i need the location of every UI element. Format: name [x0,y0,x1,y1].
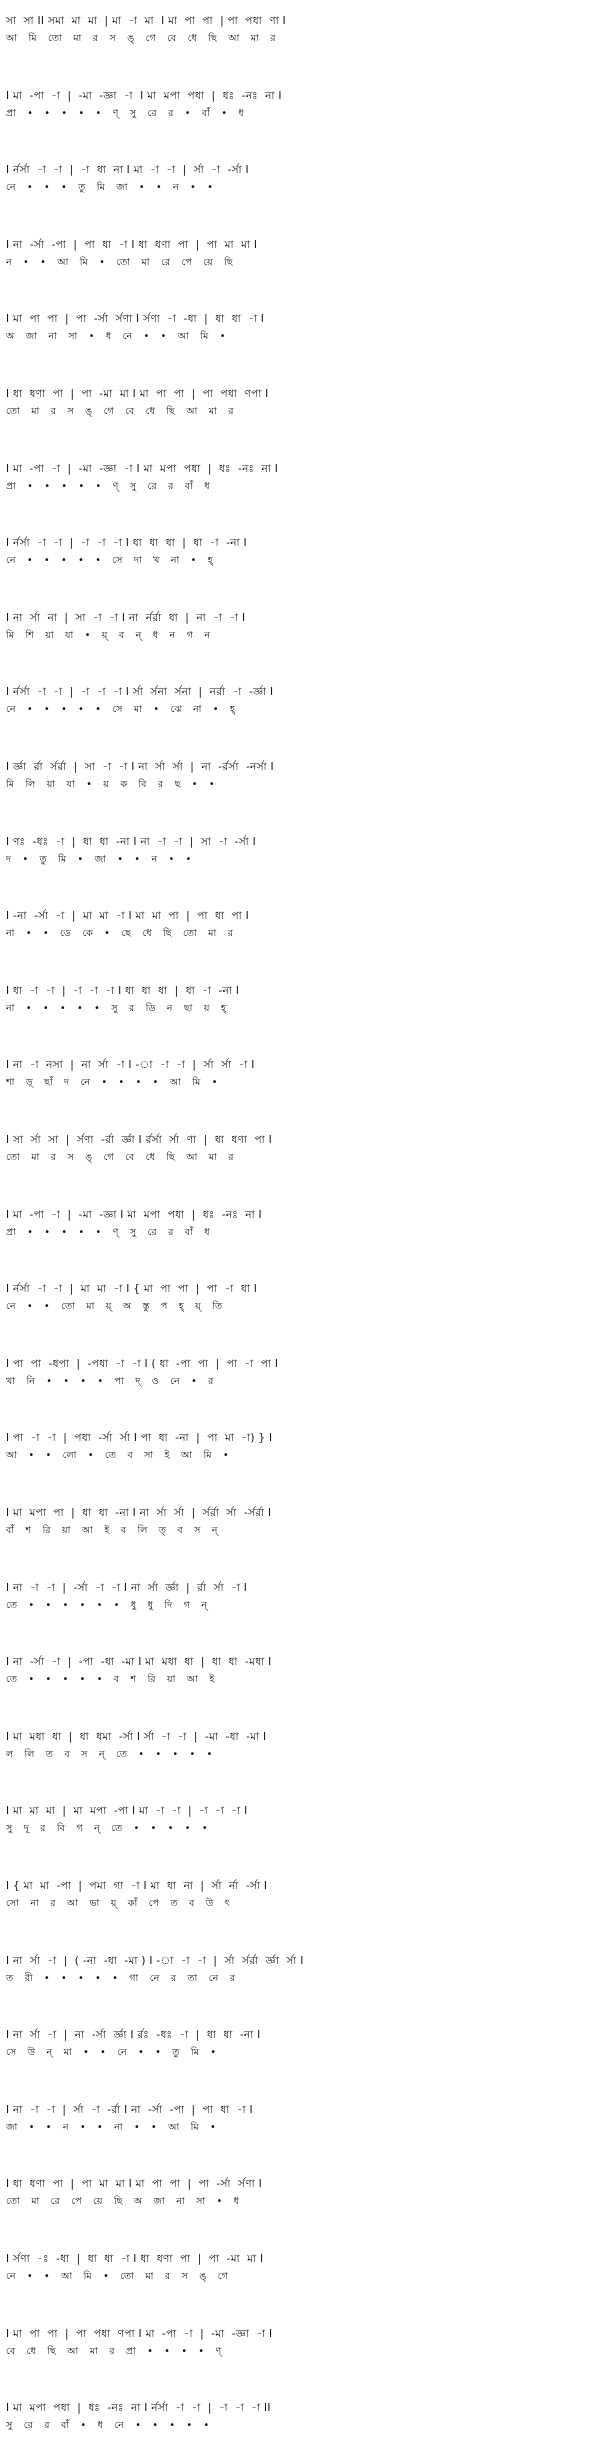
lyric-line: দ • তু মি • জা • • ন • • [6,854,192,865]
lyric-line: খা নি • • • • পা দ্ ও নে • র [6,1376,214,1387]
lyric-line: ত রী • • • • • গা নে র তা নে র [6,1973,236,1984]
lyric-line: প্রা • • • • • ণ্ সু রে র বাঁ ধ [6,481,211,492]
lyric-line: অ জা না সা • ধ নে • • আ মি • [6,331,226,342]
lyric-line: না • • • • • সু র ডি ন ছা য় হ্ [6,1003,227,1014]
lyric-line: আ মি তো মা র স ঙ্ গে বে ধে ছি আ মা র [6,33,277,44]
lyric-line: প্রা • • • • • ণ্ সু রে র বাঁ ধ [6,1227,211,1238]
notation-line: I সা র্সা সা | র্সণা -র্রা র্জ্ঞা I র্রর্সা র্সা ণা | ধা ধণা পা I [6,1134,273,1146]
notation-line: I না র্সা না | সা -া -া I না র্নর্রা ধা | না -া -া I [6,612,246,624]
notation-line: I ধা ধণা পা | পা -মা মা I মা পা পা | পা পধা ণপা I [6,388,269,400]
notation-line: I ধা ধণা পা | পা মা মা I মা পা পা | পা -র্সা র্সণা I [6,2178,263,2190]
lyric-line: সে উ ন্ মা • • নে • • তু মি • [6,2047,217,2058]
notation-line: I র্নর্সা -া -া | -া -া -া I র্সা র্সনা র্সনা | নর্রা -া -র্জ্ঞা I [6,686,274,698]
notation-line: I র্সণা -ঃ -ধা | ধা ধা -া I ধা ধণা পা | পা -মা মা I [6,2253,264,2265]
notation-line: I ণঃ -ধঃ -া | ধা ধা -না I না -া -া | সা -া -র্সা I [6,836,257,848]
notation-line: I না -া -া | র্সা -া -র্রা I না -র্সা -পা | পা ধা -া I [6,2104,253,2116]
lyric-line: সু রে র বাঁ • ধ নে • • • • • [6,2420,210,2431]
lyric-line: মি লি য়া যা • য় ক বি র ছ • • [6,779,216,790]
lyric-line: আ • • লো • তে ব সা ই আ মি • [6,1450,230,1461]
lyric-line: প্রা • • • • • ণ্ সু রে র • বাঁ • ধ [6,108,245,119]
notation-line: I মা পা পা | পা পধা ণপা I মা -পা -া | -মা -জ্ঞা -া I [6,2328,273,2340]
lyric-line: তো মা রে পে য়ে ছি অ জা না সা • ধ [6,2196,240,2207]
lyric-line: তো মা র স ঙ্ গে বে ধে ছি আ মা র [6,406,235,417]
lyric-line: নে • • আ মি • তো মা র স ঙ্ গে [6,2271,229,2282]
notation-line: I র্নর্সা -া -া | -া -া -া I ধা ধা ধা | ধা -া -না I [6,537,247,549]
notation-line: I মা পা পা | পা -র্সা র্সণা I র্সণা -া -ধা | ধা ধা -া I [6,313,265,325]
notation-line: I -না -র্সা -া | মা মা -া I মা মা পা | পা ধা পা I [6,910,250,922]
lyric-line: ন • • আ মি • তো মা রে পে য়ে ছি [6,257,234,268]
lyric-line: নে • • • তু মি জা • • ন • • [6,182,214,193]
notation-line: I না -র্সা -া | -পা -ধা -মা I মা মধা ধা | ধা ধা -মধা I [6,1656,272,1668]
notation-line: I মা মধা ধা | ধা ধমা -র্সা I র্সা -া -া | -মা -ধা -মা I [6,1731,267,1743]
lyric-line: বে ধে ছি আ মা র প্রা • • • • ণ্ [6,2346,222,2357]
notation-line: I র্জ্ঞা র্রা র্সর্রা | সা -া -া I না র্সা র্সা | না -র্রর্সা -নর্সা I [6,761,274,773]
notation-line: I না র্সা -া | না -র্সা র্জ্ঞা I র্রঃ -ধঃ -া | ধা ধা -না I [6,2029,261,2041]
lyric-line: ল লি ত ব স ন্ তে • • • • • [6,1749,213,1760]
notation-line: I মা -পা -া | -মা -জ্ঞা -া I মা মপা পধা | ধঃ -নঃ না I [6,463,279,475]
lyric-line: জা • • ন • • না • • আ মি • [6,2122,217,2133]
lyric-line: নে • • • • • সে দা খ না • হ্ [6,555,214,566]
notation-line: I না -া -া | -র্সা -া -া I না র্সা র্জ্ঞা | র্রা র্সা -া I [6,1582,248,1594]
notation-line: I না -র্সা -পা | পা ধা -া I ধা ধণা পা | পা মা মা I [6,239,258,251]
notation-line: I { মা মা -পা | পমা গা -া I মা ধা না | র্সা র্না -র্সা I [6,1880,268,1892]
notation-line: I র্নর্সা -া -া | -া ধা না I মা -া -া | র্সা -া -র্সা I [6,164,249,176]
notation-line: I মা -পা -া | -মা -জ্ঞা I মা মপা পধা | ধঃ -নঃ না I [6,1209,262,1221]
notation-line: I মা মা মা | মা মপা -পা I মা -া -া | -া -া -া I [6,1805,248,1817]
lyric-line: সো না র আ ভা য়্ কাঁ পে ত ব উ ৎ [6,1898,231,1909]
lyric-line: নে • • • • • সে মা • ঝে না • হ্ [6,704,236,715]
notation-line: I পা পা -ধপা | -পধা -া -া I ( ধা -পা পা | পা -া পা I [6,1358,279,1370]
lyric-line: নে • • তো মা য়্ অ স্তু প হ্ য়্ তি [6,1301,223,1312]
notation-line: I মা -পা -া | -মা -জ্ঞা -া I মা মপা পধা | ধঃ -নঃ না I [6,90,282,102]
lyric-line: তে • • • • • ব শ রি য়া আ ই [6,1674,215,1685]
notation-line: I মা মপা পা | ধা ধা -না I না র্সা র্সা | র্সর্রা র্সা -র্সর্রা I [6,1507,272,1519]
notation-line: সা সা II সমা মা মা | মা -া মা I মা পা পা | পা পধা ণা I [6,15,286,27]
lyric-line: তো মা র স ঙ্ গে বে ধে ছি আ মা র [6,1152,235,1163]
notation-line: I ধা -া -া | -া -া -া I ধা ধা ধা | ধা -া -না I [6,985,240,997]
lyric-line: শা ড়্ ছাঁ দ নে • • • • আ মি • [6,1077,218,1088]
notation-line: I পা -া -া | পধা -র্সা র্সা I পা ধা -না | পা মা -া) } I [6,1432,273,1444]
notation-line: I মা মপা পধা | ধঃ -নঃ না I র্নর্সা -া -া | -া -া -া II [6,2402,271,2414]
lyric-line: সু দূ র বি গ ন্ তে • • • • • [6,1823,209,1834]
lyric-line: তে • • • • • • ধু ধু দি গ ন্ [6,1600,208,1611]
lyric-line: না • • ডে কে • ছে ধে ছি তো মা র [6,928,234,939]
lyric-line: মি শি য়া যা • য়্ ব ন্ ধ ন গ ন [6,630,211,641]
notation-line: I র্নর্সা -া -া | মা মা -া I { মা পা পা | পা -া ধা I [6,1283,258,1295]
notation-line: I না -া নসা | না র্সা -া I -া -া -া | র্সা র্সা -া I [6,1059,255,1071]
notation-line: I না র্সা -া | ( -না -ধা -মা ) I -া -া -া | র্সা র্সর্রা র্জ্ঞা র্সা I [6,1955,304,1967]
lyric-line: বাঁ শ রি য়া আ ই ব লি ত্ ব স ন্ [6,1525,219,1536]
